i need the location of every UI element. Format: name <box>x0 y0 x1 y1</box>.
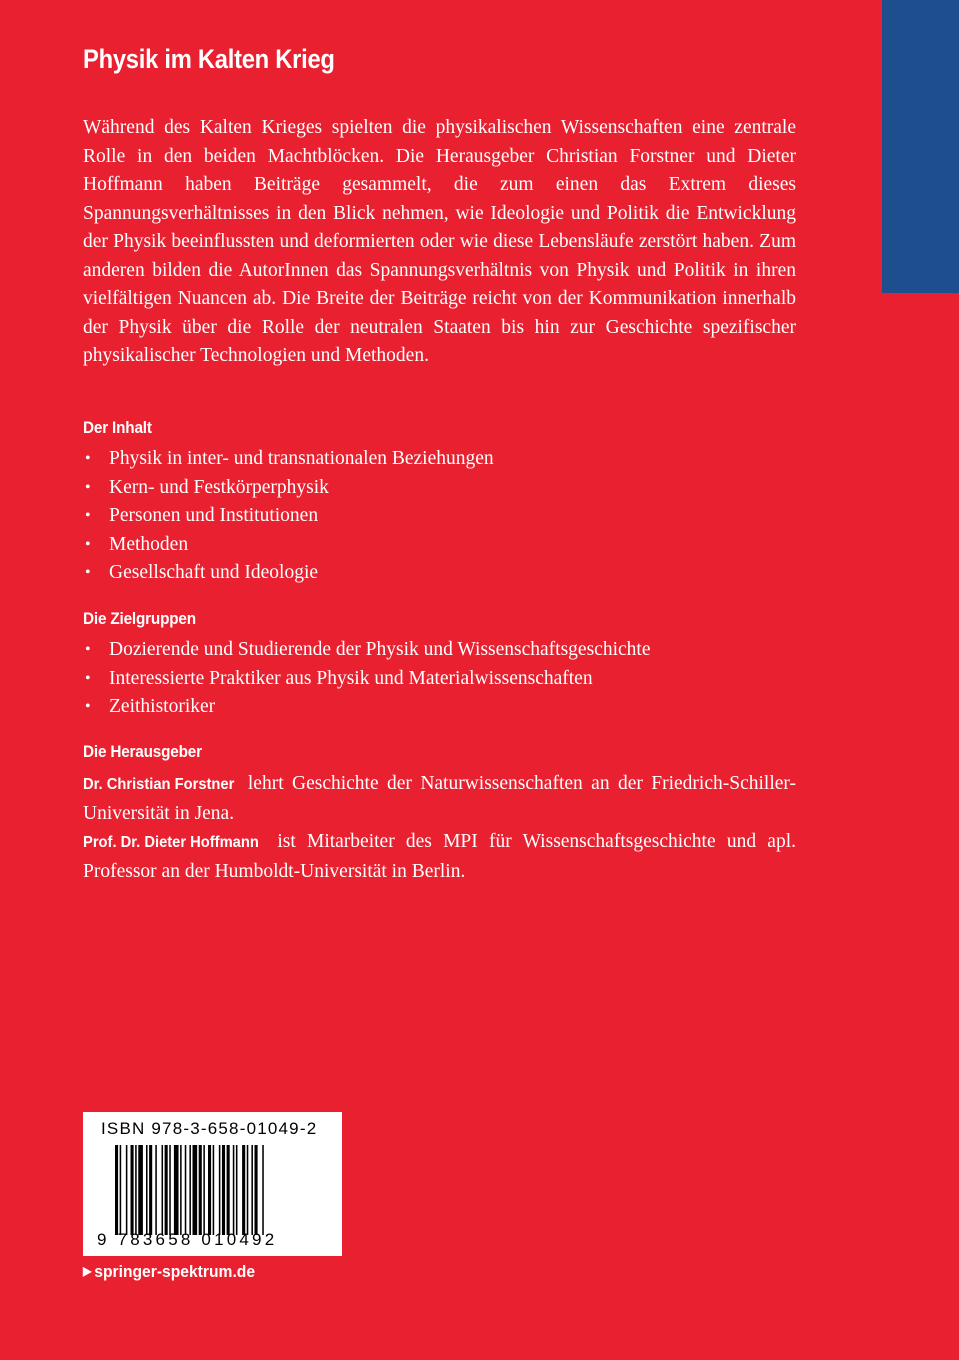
barcode-bar <box>180 1145 182 1235</box>
list-item: • Dozierende und Studierende der Physik und Wissenschaftsgeschichte <box>85 639 651 660</box>
contents-list <box>83 445 494 588</box>
barcode-box <box>83 1112 342 1256</box>
intro-paragraph: Während des Kalten Krieges spielten die physikalischen Wissenschaften eine zentrale Rolle in den beiden Machtblöcken. Die Herausgeber Christian Forstner und Dieter Hoffmann haben Beiträge gesammelt, die zum einen das Extrem dieses Spannungsverhältnisses in den Blick nehmen, wie Ideologie und Politik die Entwicklung der Physik beeinflussten und deformierten oder wie diese Lebensläufe zerstört haben. Zum anderen bilden die AutorInnen das Spannungsverhältnis von Physik und Politik in ihren vielfältigen Nuancen ab. Die Breite der Beiträge reicht von der Kommunikation innerhalb der Physik über die Rolle der neutralen Staaten bis hin zur Geschichte spezifischer physikalischer Technologien und Methoden. <box>83 117 796 366</box>
barcode-bar <box>251 1145 253 1235</box>
editor-bio: ist Mitarbeiter des MPI für Wissenschaftsgeschichte und apl. Professor an der Humboldt-Universität in Berlin. <box>83 831 796 882</box>
barcode-bar <box>138 1145 143 1235</box>
isbn-label: ISBN 978-3-658-01049-2 <box>101 1119 318 1138</box>
barcode-bar <box>174 1145 179 1235</box>
editor-entry <box>83 828 796 886</box>
book-title: Physik im Kalten Krieg <box>83 44 335 74</box>
barcode-bar <box>236 1145 238 1235</box>
barcode-bar <box>115 1145 118 1235</box>
list-item: • Personen und Institutionen <box>85 505 319 526</box>
audience-heading: Die Zielgruppen <box>83 609 196 628</box>
barcode-bar <box>189 1145 191 1235</box>
barcode-bar <box>185 1145 187 1235</box>
barcode-bar <box>155 1145 157 1235</box>
editor-entry <box>83 770 796 828</box>
barcode-bar <box>146 1145 148 1235</box>
barcode-bar <box>208 1145 211 1235</box>
barcode-bar <box>120 1145 122 1235</box>
editors-section <box>83 770 796 886</box>
list-item: • Kern- und Festkörperphysik <box>85 476 329 498</box>
barcode-image <box>115 1145 315 1235</box>
editors-heading: Die Herausgeber <box>83 742 202 761</box>
barcode-bar <box>262 1145 264 1235</box>
barcode-bar <box>149 1145 152 1235</box>
editor-name: Prof. Dr. Dieter Hoffmann <box>83 834 259 851</box>
audience-list <box>83 636 650 722</box>
barcode-bar <box>135 1145 137 1235</box>
barcode-bar <box>203 1145 205 1235</box>
barcode-bar <box>233 1145 235 1235</box>
contents-heading: Der Inhalt <box>83 418 152 437</box>
barcode-bar <box>169 1145 171 1235</box>
barcode-bar <box>165 1145 168 1235</box>
barcode-bar <box>247 1145 249 1235</box>
list-item: • Physik in inter- und transnationalen Beziehungen <box>85 448 494 469</box>
barcode-bar <box>213 1145 215 1235</box>
blue-corner-strip <box>882 0 959 293</box>
barcode-bar <box>162 1145 164 1235</box>
editor-name: Dr. Christian Forstner <box>83 776 235 793</box>
barcode-bar <box>242 1145 245 1235</box>
publisher-website[interactable]: ▶ springer-spektrum.de <box>83 1262 256 1281</box>
barcode-bar <box>227 1145 230 1235</box>
barcode-bar <box>222 1145 225 1235</box>
barcode-bar <box>126 1145 128 1235</box>
list-item: • Methoden <box>85 533 189 555</box>
barcode-bar <box>131 1145 134 1235</box>
barcode-bar <box>199 1145 202 1235</box>
barcode-bar <box>255 1145 258 1235</box>
barcode-bar <box>219 1145 221 1235</box>
list-item: • Zeithistoriker <box>85 696 216 717</box>
list-item: • Interessierte Praktiker aus Physik und Materialwissenschaften <box>85 667 593 689</box>
barcode-bar <box>193 1145 198 1235</box>
list-item: • Gesellschaft und Ideologie <box>85 562 319 583</box>
arrow-right-icon: ▶ <box>83 1264 92 1278</box>
editor-bio: lehrt Geschichte der Naturwissenschaften an der Friedrich-Schiller-Universität in Jena. <box>83 773 796 824</box>
barcode-digits: 9 783658 010492 <box>97 1230 278 1249</box>
